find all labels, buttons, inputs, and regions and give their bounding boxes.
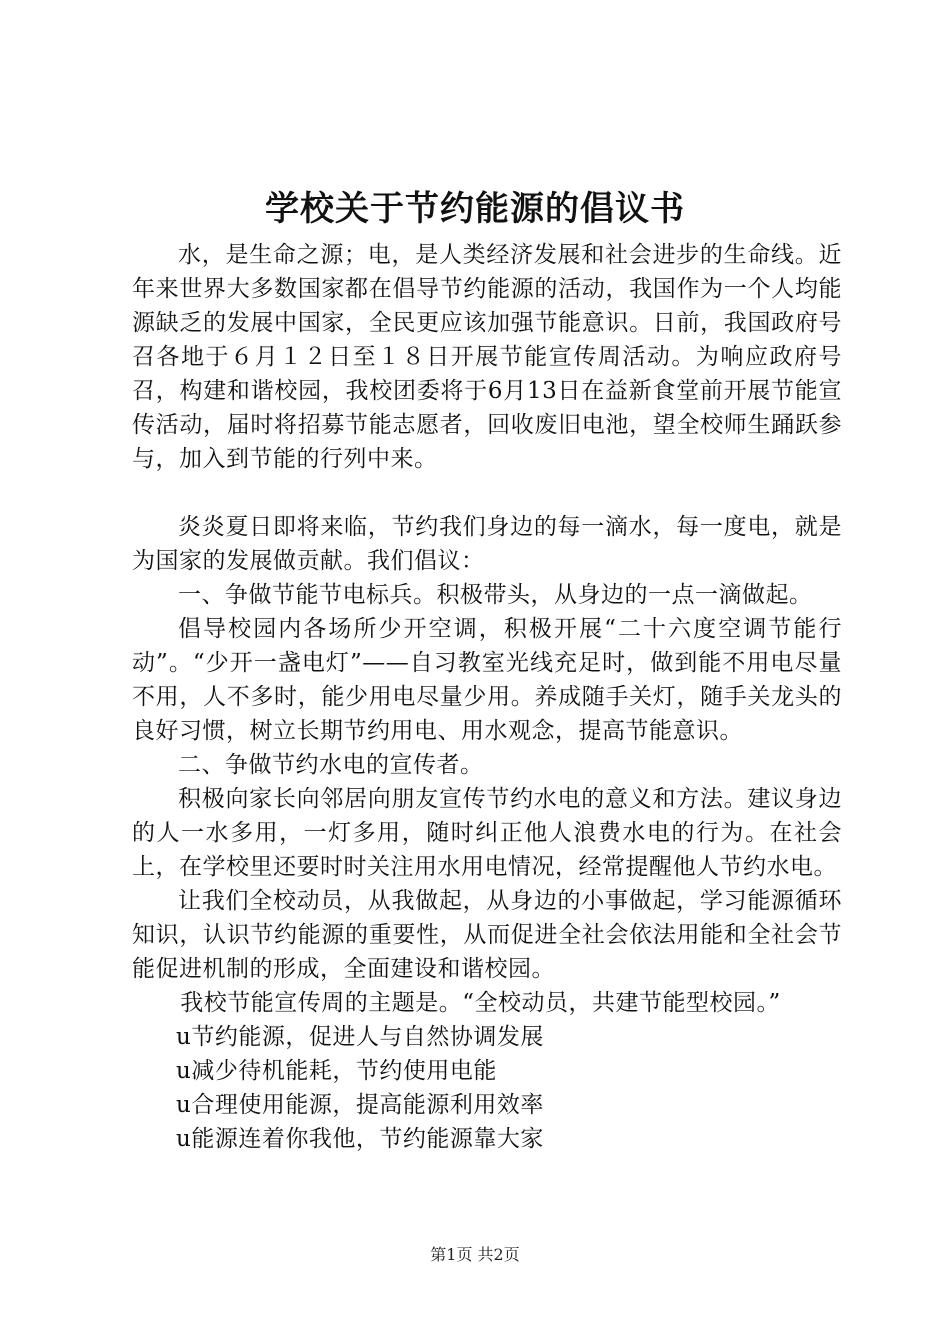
slogan-item: u减少待机能耗，节约使用电能	[176, 1058, 497, 1084]
document-title: 学校关于节约能源的倡议书	[265, 189, 685, 229]
paragraph-mobilization: 让我们全校动员，从我做起，从身边的小事做起，学习能源循环知识，认识节约能源的重要性，从而促进全社会依法用能和全社会节能促进机制的形成，全面建设和谐校园。	[132, 888, 842, 982]
paragraph-heading-two: 二、争做节约水电的宣传者。	[178, 752, 484, 778]
slogan-item: u合理使用能源，提高能源利用效率	[176, 1092, 544, 1118]
paragraph-heading-one: 一、争做节能节电标兵。积极带头，从身边的一点一滴做起。	[178, 582, 813, 608]
paragraph-theme: 我校节能宣传周的主题是。“全校动员，共建节能型校园。”	[180, 990, 781, 1016]
paragraph-summer-call: 炎炎夏日即将来临，节约我们身边的每一滴水，每一度电，就是为国家的发展做贡献。我们倡议：	[132, 514, 842, 574]
page-number-footer: 第1页 共2页	[430, 1245, 520, 1264]
slogan-item: u能源连着你我他，节约能源靠大家	[176, 1126, 544, 1152]
paragraph-promotion: 积极向家长向邻居向朋友宣传节约水电的意义和方法。建议身边的人一水多用，一灯多用，随时纠正他人浪费水电的行为。在社会上，在学校里还要时时关注用水用电情况，经常提醒他人节约水电。	[132, 786, 842, 880]
paragraph-air-conditioning: 倡导校园内各场所少开空调，积极开展“二十六度空调节能行动”。“少开一盏电灯”——自习教室光线充足时，做到能不用电尽量不用，人不多时，能少用电尽量少用。养成随手关灯，随手关龙头的良好习惯，树立长期节约用电、用水观念，提高节能意识。	[132, 616, 842, 744]
paragraph-intro: 水，是生命之源；电，是人类经济发展和社会进步的生命线。近年来世界大多数国家都在倡导节约能源的活动，我国作为一个人均能源缺乏的发展中国家，全民更应该加强节能意识。日前，我国政府号召各地于６月１２日至１８日开展节能宣传周活动。为响应政府号召，构建和谐校园，我校团委将于6月13日在益新食堂前开展节能宣传活动，届时将招募节能志愿者，回收废旧电池，望全校师生踊跃参与，加入到节能的行列中来。	[132, 242, 842, 472]
slogan-item: u节约能源，促进人与自然协调发展	[176, 1024, 544, 1050]
document-body	[132, 238, 842, 1156]
